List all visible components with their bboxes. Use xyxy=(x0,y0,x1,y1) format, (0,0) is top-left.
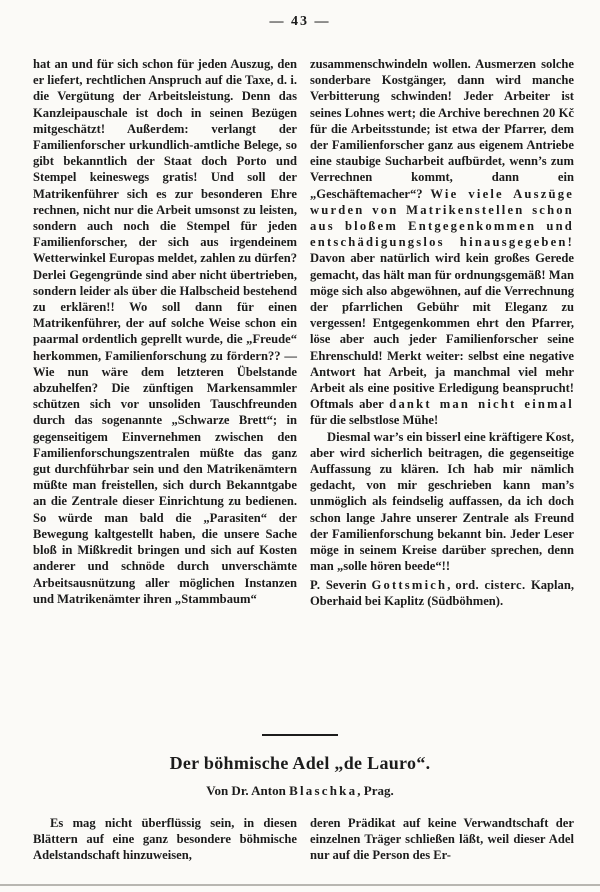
article1-left-column xyxy=(33,56,297,714)
article-matriken-columns xyxy=(0,56,600,714)
paragraph xyxy=(33,815,297,864)
author-name: Blaschka xyxy=(289,783,358,798)
text-run: hat an und für sich schon für jeden Auszug, den er liefert, rechtlichen Anspruch auf die Taxe, d. i. die Vergütung der Arbeitsleistung. Denn das Kanzleipauschale ist doch in seinen Bezügen mitgeschätzt! Außerdem: verlangt der Familienforscher urkundlich-amtliche Belege, so gibt bekanntlich der Staat doch Porto und Stempel keineswegs gratis! Und soll der Matrikenführer sich es zur besonderen Ehre rechnen, nicht nur die Arbeit umsonst zu leisten, sondern auch noch die Stempel für jeden Familienforscher, der sich aus irgendeinem Wetterwinkel Europas meldet, zahlen zu dürfen? Derlei Gegengründe sind aber nicht übertrieben, sondern leider als über die Halbscheid bestehend zu erklären!! Wo soll dann für einen Matrikenführer, der auf solche Weise schon ein paarmal ordentlich geprellt wurde, die „Freude“ herkommen, Familienforschung zu fördern?? — Wie nun wäre dem letzteren Übelstande abzuhelfen? Die zünftigen Markensammler schützen sich vor unsoliden Tauschfreunden durch das sogenannte „Schwarze Brett“; in gegenseitigem Einvernehmen zwischen den Familienforschungszentralen müßte das ganz gut durchführbar sein und den Matrikenämtern müßte man freistellen, sich durch Bekanntgabe an die Zentrale dieser Einrichtung zu bedienen. So würde man bald die „Parasiten“ der Bewegung kaltgestellt haben, die unsere Sache bloß in Mißkredit bringen und sich auf Kosten anderer und schnöde durch unverschämte Arbeitsausnützung aller möglichen Instanzen und Matrikenämter ihren „Stammbaum“ xyxy=(33,57,297,606)
emphasized-text-run: dankt man nicht einmal xyxy=(389,397,575,412)
article2-byline xyxy=(0,783,600,799)
section-divider xyxy=(262,734,338,736)
text-run: P. xyxy=(310,577,326,592)
paragraph xyxy=(310,429,574,575)
emphasized-text-run: Wie viele Auszüge wurden von Matrikenstellen schon aus bloßem Entgegenkommen und entschädigungslos hinausgegeben! xyxy=(310,186,574,250)
article-adel-columns xyxy=(0,815,600,864)
text-run: Kaplan, Oberhaid bei Kaplitz (Südböhmen). xyxy=(310,577,574,608)
byline-prefix: Von Dr. Anton xyxy=(206,783,290,798)
article2-left-column xyxy=(33,815,297,864)
text-run: Severin xyxy=(325,577,372,592)
text-run: Es mag nicht überflüssig sein, in diesen Blättern auf eine ganz besondere böhmische Adelstandschaft hinzuweisen, xyxy=(33,816,297,863)
article2-right-column xyxy=(310,815,574,864)
text-run: Diesmal war’s ein bisserl eine kräftigere Kost, aber wird sicherlich beitragen, die gegenseitige Auffassung zu klären. Ich hab mir nämlich gedacht, von mir geschrieben kann man’s unmöglich als feindselig auffassen, da ich doch schon lange Jahre unserer Zentrale als Freund der Familienforschung bekannt bin. Jeder Leser möge in seinem Kreise darüber sprechen, denn man „solle hören beede“!! xyxy=(310,429,574,574)
text-run: deren Prädikat auf keine Verwandtschaft der einzelnen Träger schließen läßt, weil dieser Adel nur auf die Person des Er- xyxy=(310,816,574,863)
paragraph xyxy=(310,815,574,864)
text-run: zusammenschwindeln wollen. Ausmerzen solche sonderbare Kostgänger, dann wird manche Verbitterung schwinden! Jeder Arbeiter ist seines Lohnes wert; die Archive berechnen 20 Kč für die Arbeitsstunde; ist etwa der Pfarrer, dem der Familienforscher ganz aus eigenem Antriebe eine staubige Sucharbeit aufbürdet, wenn’s zum Verrechnen kommt, dann ein „Geschäftemacher“? xyxy=(310,57,574,201)
paragraph xyxy=(310,56,574,429)
emphasized-text-run: Gottsmich xyxy=(371,577,448,592)
text-run: Davon aber natürlich wird kein großes Gerede gemacht, das hält man für ordnungsgemäß! Man möge sich also abgewöhnen, auf die Verrechnung der pfarrlichen Gebühr mit Eleganz zu vergessen! Entgegenkommen ehrt den Pfarrer, löse aber auch jeder Familienforscher seine Ehrenschuld! Merkt weiter: selbst eine negative Antwort hat Arbeit, ja manchmal viel mehr Arbeit als eine positive Erledigung beansprucht! Oftmals aber xyxy=(310,251,574,412)
text-run: für die selbstlose Mühe! xyxy=(310,413,439,428)
byline-suffix: , Prag. xyxy=(357,783,394,798)
text-run: , xyxy=(447,577,456,592)
text-run: ord. cisterc. xyxy=(455,577,531,592)
paragraph xyxy=(33,56,297,607)
article1-right-column xyxy=(310,56,574,714)
author-signature xyxy=(310,577,574,609)
article2-title: Der böhmische Adel „de Lauro“. xyxy=(169,753,431,773)
page-bottom-scan-line xyxy=(0,884,600,886)
page-number: — 43 — xyxy=(269,14,331,29)
